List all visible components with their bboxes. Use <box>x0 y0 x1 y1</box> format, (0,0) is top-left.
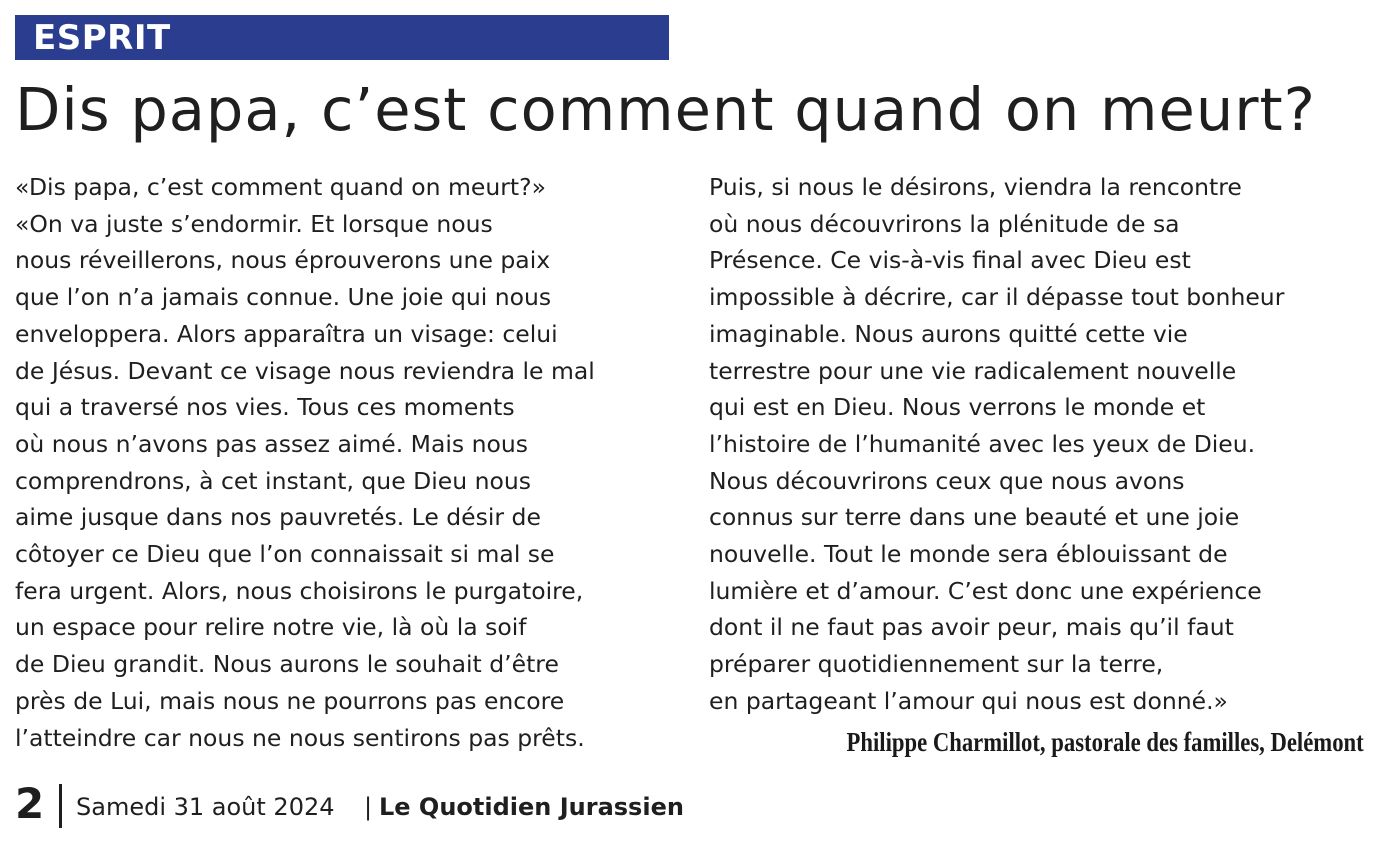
body-line: aime jusque dans nos pauvretés. Le désir de <box>15 503 541 532</box>
body-line: Puis, si nous le désirons, viendra la rencontre <box>709 173 1242 201</box>
body-line: dont il ne faut pas avoir peur, mais qu’il faut <box>709 613 1234 642</box>
body-line: qui a traversé nos vies. Tous ces moments <box>15 393 515 422</box>
body-line: de Dieu grandit. Nous aurons le souhait d’être <box>15 650 559 679</box>
footer-separator: | <box>364 793 373 821</box>
body-line: imaginable. Nous aurons quitté cette vie <box>709 319 1188 348</box>
footer-divider <box>59 784 62 828</box>
body-line: que l’on n’a jamais connue. Une joie qui nous <box>15 283 552 312</box>
body-line: qui est en Dieu. Nous verrons le monde et <box>709 393 1206 422</box>
body-line: enveloppera. Alors apparaîtra un visage: celui <box>15 319 558 348</box>
body-line: un espace pour relire notre vie, là où la soif <box>15 613 527 642</box>
body-line: préparer quotidiennement sur la terre, <box>709 650 1164 679</box>
body-line: terrestre pour une vie radicalement nouvelle <box>709 356 1237 385</box>
body-line: «On va juste s’endormir. Et lorsque nous <box>15 209 493 238</box>
section-label: ESPRIT <box>33 18 171 58</box>
body-line: où nous découvrirons la plénitude de sa <box>709 209 1180 238</box>
article-headline: Dis papa, c’est comment quand on meurt? <box>15 75 1316 144</box>
body-line: de Jésus. Devant ce visage nous reviendra le mal <box>15 356 595 385</box>
body-line: fera urgent. Alors, nous choisirons le purgatoire, <box>15 576 584 605</box>
body-line: en partageant l’amour qui nous est donné.» <box>709 686 1228 715</box>
body-line: l’histoire de l’humanité avec les yeux de Dieu. <box>709 429 1256 458</box>
article-column-left <box>15 169 695 756</box>
publication-name: Le Quotidien Jurassien <box>379 793 684 821</box>
body-line: Présence. Ce vis-à-vis final avec Dieu est <box>709 246 1191 275</box>
body-line: comprendrons, à cet instant, que Dieu nous <box>15 466 531 495</box>
body-line: où nous n’avons pas assez aimé. Mais nous <box>15 429 529 458</box>
body-line: l’atteindre car nous ne nous sentirons pas prêts. <box>15 723 585 752</box>
article-column-right <box>709 169 1389 720</box>
issue-date: Samedi 31 août 2024 <box>76 793 335 821</box>
body-line: Nous découvrirons ceux que nous avons <box>709 466 1185 495</box>
body-line: connus sur terre dans une beauté et une joie <box>709 503 1240 532</box>
page-number: 2 <box>15 779 45 828</box>
body-line: nous réveillerons, nous éprouverons une paix <box>15 246 551 275</box>
body-line: nouvelle. Tout le monde sera éblouissant de <box>709 540 1228 569</box>
body-line: lumière et d’amour. C’est donc une expérience <box>709 576 1262 605</box>
author-signature: Philippe Charmillot, pastorale des familles, Delémont <box>846 727 1364 757</box>
body-line: côtoyer ce Dieu que l’on connaissait si mal se <box>15 540 555 569</box>
section-banner <box>15 15 669 60</box>
body-line: «Dis papa, c’est comment quand on meurt?» <box>15 173 546 201</box>
body-line: près de Lui, mais nous ne pourrons pas encore <box>15 686 565 715</box>
body-line: impossible à décrire, car il dépasse tout bonheur <box>709 283 1285 312</box>
